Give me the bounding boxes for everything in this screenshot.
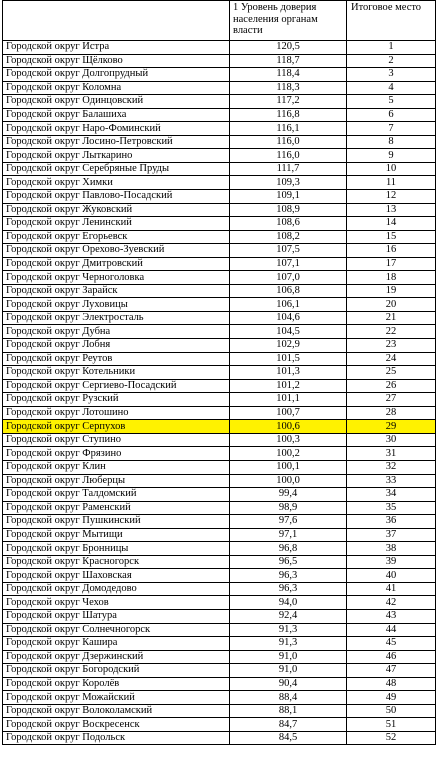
place-cell: 37 [347,528,436,542]
table-row [3,122,436,136]
place-cell: 16 [347,244,436,258]
trust-value-cell: 97,6 [230,515,347,529]
trust-value-cell: 101,3 [230,366,347,380]
place-cell: 26 [347,379,436,393]
place-cell: 20 [347,298,436,312]
place-cell: 49 [347,691,436,705]
place-cell: 23 [347,339,436,353]
table-header-row [3,1,436,41]
place-cell: 5 [347,95,436,109]
table-row [3,257,436,271]
district-name-cell: Городской округ Мытищи [3,528,230,542]
district-name-cell: Городской округ Чехов [3,596,230,610]
table-row [3,596,436,610]
trust-value-cell: 84,7 [230,718,347,732]
trust-value-cell: 100,2 [230,447,347,461]
district-name-cell: Городской округ Электросталь [3,311,230,325]
district-name-cell: Городской округ Егорьевск [3,230,230,244]
district-name-cell: Городской округ Красногорск [3,555,230,569]
trust-value-cell: 104,5 [230,325,347,339]
trust-value-cell: 116,1 [230,122,347,136]
table-row [3,406,436,420]
district-name-cell: Городской округ Балашиха [3,108,230,122]
trust-value-cell: 96,8 [230,542,347,556]
place-cell: 51 [347,718,436,732]
place-cell: 29 [347,420,436,434]
place-cell: 43 [347,609,436,623]
place-cell: 24 [347,352,436,366]
table-row [3,230,436,244]
district-name-cell: Городской округ Одинцовский [3,95,230,109]
trust-value-cell: 107,0 [230,271,347,285]
table-row [3,162,436,176]
table-row [3,54,436,68]
district-name-cell: Городской округ Лотошино [3,406,230,420]
trust-value-cell: 108,2 [230,230,347,244]
trust-value-cell: 91,0 [230,664,347,678]
trust-value-cell: 98,9 [230,501,347,515]
district-name-cell: Городской округ Шатура [3,609,230,623]
trust-value-cell: 104,6 [230,311,347,325]
table-row [3,311,436,325]
district-name-cell: Городской округ Павлово-Посадский [3,190,230,204]
district-name-cell: Городской округ Раменский [3,501,230,515]
ranking-table [2,0,436,745]
place-cell: 11 [347,176,436,190]
district-name-cell: Городской округ Солнечногорск [3,623,230,637]
table-row [3,637,436,651]
district-name-cell: Городской округ Дубна [3,325,230,339]
trust-value-cell: 91,3 [230,637,347,651]
place-cell: 48 [347,677,436,691]
trust-value-cell: 109,3 [230,176,347,190]
trust-value-cell: 101,1 [230,393,347,407]
table-body [3,41,436,745]
trust-value-cell: 96,3 [230,582,347,596]
place-cell: 12 [347,190,436,204]
table-row [3,474,436,488]
district-name-cell: Городской округ Химки [3,176,230,190]
district-name-cell: Городской округ Наро-Фоминский [3,122,230,136]
table-row [3,542,436,556]
district-name-cell: Городской округ Дзержинский [3,650,230,664]
table-row [3,352,436,366]
district-name-cell: Городской округ Черноголовка [3,271,230,285]
place-cell: 6 [347,108,436,122]
trust-value-cell: 100,6 [230,420,347,434]
trust-value-cell: 100,1 [230,460,347,474]
table-row [3,528,436,542]
table-row [3,68,436,82]
place-cell: 17 [347,257,436,271]
trust-value-cell: 118,7 [230,54,347,68]
trust-value-cell: 91,0 [230,650,347,664]
table-row [3,298,436,312]
table-row [3,731,436,745]
district-name-cell: Городской округ Зарайск [3,284,230,298]
district-name-cell: Городской округ Сергиево-Посадский [3,379,230,393]
trust-value-cell: 101,5 [230,352,347,366]
table-row [3,366,436,380]
place-cell: 7 [347,122,436,136]
district-name-cell: Городской округ Кашира [3,637,230,651]
district-name-cell: Городской округ Клин [3,460,230,474]
place-cell: 27 [347,393,436,407]
district-name-cell: Городской округ Коломна [3,81,230,95]
district-name-cell: Городской округ Фрязино [3,447,230,461]
district-name-cell: Городской округ Лобня [3,339,230,353]
trust-value-cell: 120,5 [230,41,347,55]
trust-value-cell: 97,1 [230,528,347,542]
table-row [3,190,436,204]
place-cell: 38 [347,542,436,556]
place-cell: 35 [347,501,436,515]
table-row [3,650,436,664]
header-trust-level: 1 Уровень доверия населения органам власти [230,1,347,41]
trust-value-cell: 109,1 [230,190,347,204]
table-row-highlighted [3,420,436,434]
table-row [3,677,436,691]
table-row [3,555,436,569]
trust-value-cell: 91,3 [230,623,347,637]
table-row [3,95,436,109]
place-cell: 32 [347,460,436,474]
trust-value-cell: 84,5 [230,731,347,745]
table-row [3,623,436,637]
table-row [3,718,436,732]
trust-value-cell: 108,6 [230,217,347,231]
district-name-cell: Городской округ Долгопрудный [3,68,230,82]
trust-value-cell: 116,8 [230,108,347,122]
trust-value-cell: 88,1 [230,704,347,718]
table-row [3,569,436,583]
district-name-cell: Городской округ Люберцы [3,474,230,488]
district-name-cell: Городской округ Рузский [3,393,230,407]
table-row [3,433,436,447]
district-name-cell: Городской округ Бронницы [3,542,230,556]
district-name-cell: Городской округ Пушкинский [3,515,230,529]
place-cell: 50 [347,704,436,718]
table-row [3,339,436,353]
place-cell: 52 [347,731,436,745]
place-cell: 13 [347,203,436,217]
district-name-cell: Городской округ Жуковский [3,203,230,217]
trust-value-cell: 118,3 [230,81,347,95]
table-row [3,460,436,474]
place-cell: 46 [347,650,436,664]
place-cell: 41 [347,582,436,596]
trust-value-cell: 90,4 [230,677,347,691]
table-row [3,447,436,461]
trust-value-cell: 118,4 [230,68,347,82]
table-row [3,135,436,149]
trust-value-cell: 92,4 [230,609,347,623]
place-cell: 34 [347,488,436,502]
trust-value-cell: 88,4 [230,691,347,705]
header-final-place: Итоговое место [347,1,436,41]
table-row [3,501,436,515]
district-name-cell: Городской округ Котельники [3,366,230,380]
table-row [3,41,436,55]
table-row [3,393,436,407]
header-name-cell [3,1,230,41]
trust-value-cell: 94,0 [230,596,347,610]
place-cell: 25 [347,366,436,380]
trust-value-cell: 96,3 [230,569,347,583]
table-row [3,691,436,705]
place-cell: 10 [347,162,436,176]
place-cell: 39 [347,555,436,569]
trust-value-cell: 100,0 [230,474,347,488]
table-row [3,81,436,95]
trust-value-cell: 106,8 [230,284,347,298]
place-cell: 15 [347,230,436,244]
district-name-cell: Городской округ Дмитровский [3,257,230,271]
trust-value-cell: 99,4 [230,488,347,502]
district-name-cell: Городской округ Подольск [3,731,230,745]
trust-value-cell: 102,9 [230,339,347,353]
place-cell: 8 [347,135,436,149]
table-row [3,271,436,285]
district-name-cell: Городской округ Реутов [3,352,230,366]
place-cell: 28 [347,406,436,420]
district-name-cell: Городской округ Лыткарино [3,149,230,163]
place-cell: 4 [347,81,436,95]
place-cell: 22 [347,325,436,339]
place-cell: 33 [347,474,436,488]
table-row [3,284,436,298]
district-name-cell: Городской округ Ленинский [3,217,230,231]
trust-value-cell: 107,5 [230,244,347,258]
place-cell: 3 [347,68,436,82]
table-row [3,108,436,122]
district-name-cell: Городской округ Ступино [3,433,230,447]
place-cell: 47 [347,664,436,678]
place-cell: 45 [347,637,436,651]
trust-value-cell: 100,3 [230,433,347,447]
place-cell: 9 [347,149,436,163]
place-cell: 40 [347,569,436,583]
table-row [3,149,436,163]
district-name-cell: Городской округ Щёлково [3,54,230,68]
table-row [3,379,436,393]
place-cell: 30 [347,433,436,447]
district-name-cell: Городской округ Луховицы [3,298,230,312]
table-row [3,488,436,502]
place-cell: 2 [347,54,436,68]
table-row [3,176,436,190]
table-row [3,244,436,258]
table-row [3,325,436,339]
trust-value-cell: 116,0 [230,135,347,149]
table-row [3,515,436,529]
table-row [3,609,436,623]
trust-value-cell: 96,5 [230,555,347,569]
district-name-cell: Городской округ Домодедово [3,582,230,596]
district-name-cell: Городской округ Талдомский [3,488,230,502]
district-name-cell: Городской округ Серебряные Пруды [3,162,230,176]
district-name-cell: Городской округ Шаховская [3,569,230,583]
district-name-cell: Городской округ Истра [3,41,230,55]
district-name-cell: Городской округ Серпухов [3,420,230,434]
table-row [3,704,436,718]
trust-value-cell: 108,9 [230,203,347,217]
trust-value-cell: 107,1 [230,257,347,271]
place-cell: 31 [347,447,436,461]
place-cell: 19 [347,284,436,298]
trust-value-cell: 117,2 [230,95,347,109]
place-cell: 42 [347,596,436,610]
district-name-cell: Городской округ Королёв [3,677,230,691]
place-cell: 21 [347,311,436,325]
place-cell: 14 [347,217,436,231]
place-cell: 44 [347,623,436,637]
place-cell: 36 [347,515,436,529]
district-name-cell: Городской округ Богородский [3,664,230,678]
district-name-cell: Городской округ Лосино-Петровский [3,135,230,149]
place-cell: 1 [347,41,436,55]
trust-value-cell: 100,7 [230,406,347,420]
table-row [3,203,436,217]
district-name-cell: Городской округ Можайский [3,691,230,705]
trust-value-cell: 106,1 [230,298,347,312]
trust-value-cell: 116,0 [230,149,347,163]
district-name-cell: Городской округ Волоколамский [3,704,230,718]
place-cell: 18 [347,271,436,285]
trust-value-cell: 101,2 [230,379,347,393]
trust-value-cell: 111,7 [230,162,347,176]
table-row [3,217,436,231]
district-name-cell: Городской округ Воскресенск [3,718,230,732]
table-row [3,582,436,596]
district-name-cell: Городской округ Орехово-Зуевский [3,244,230,258]
table-row [3,664,436,678]
